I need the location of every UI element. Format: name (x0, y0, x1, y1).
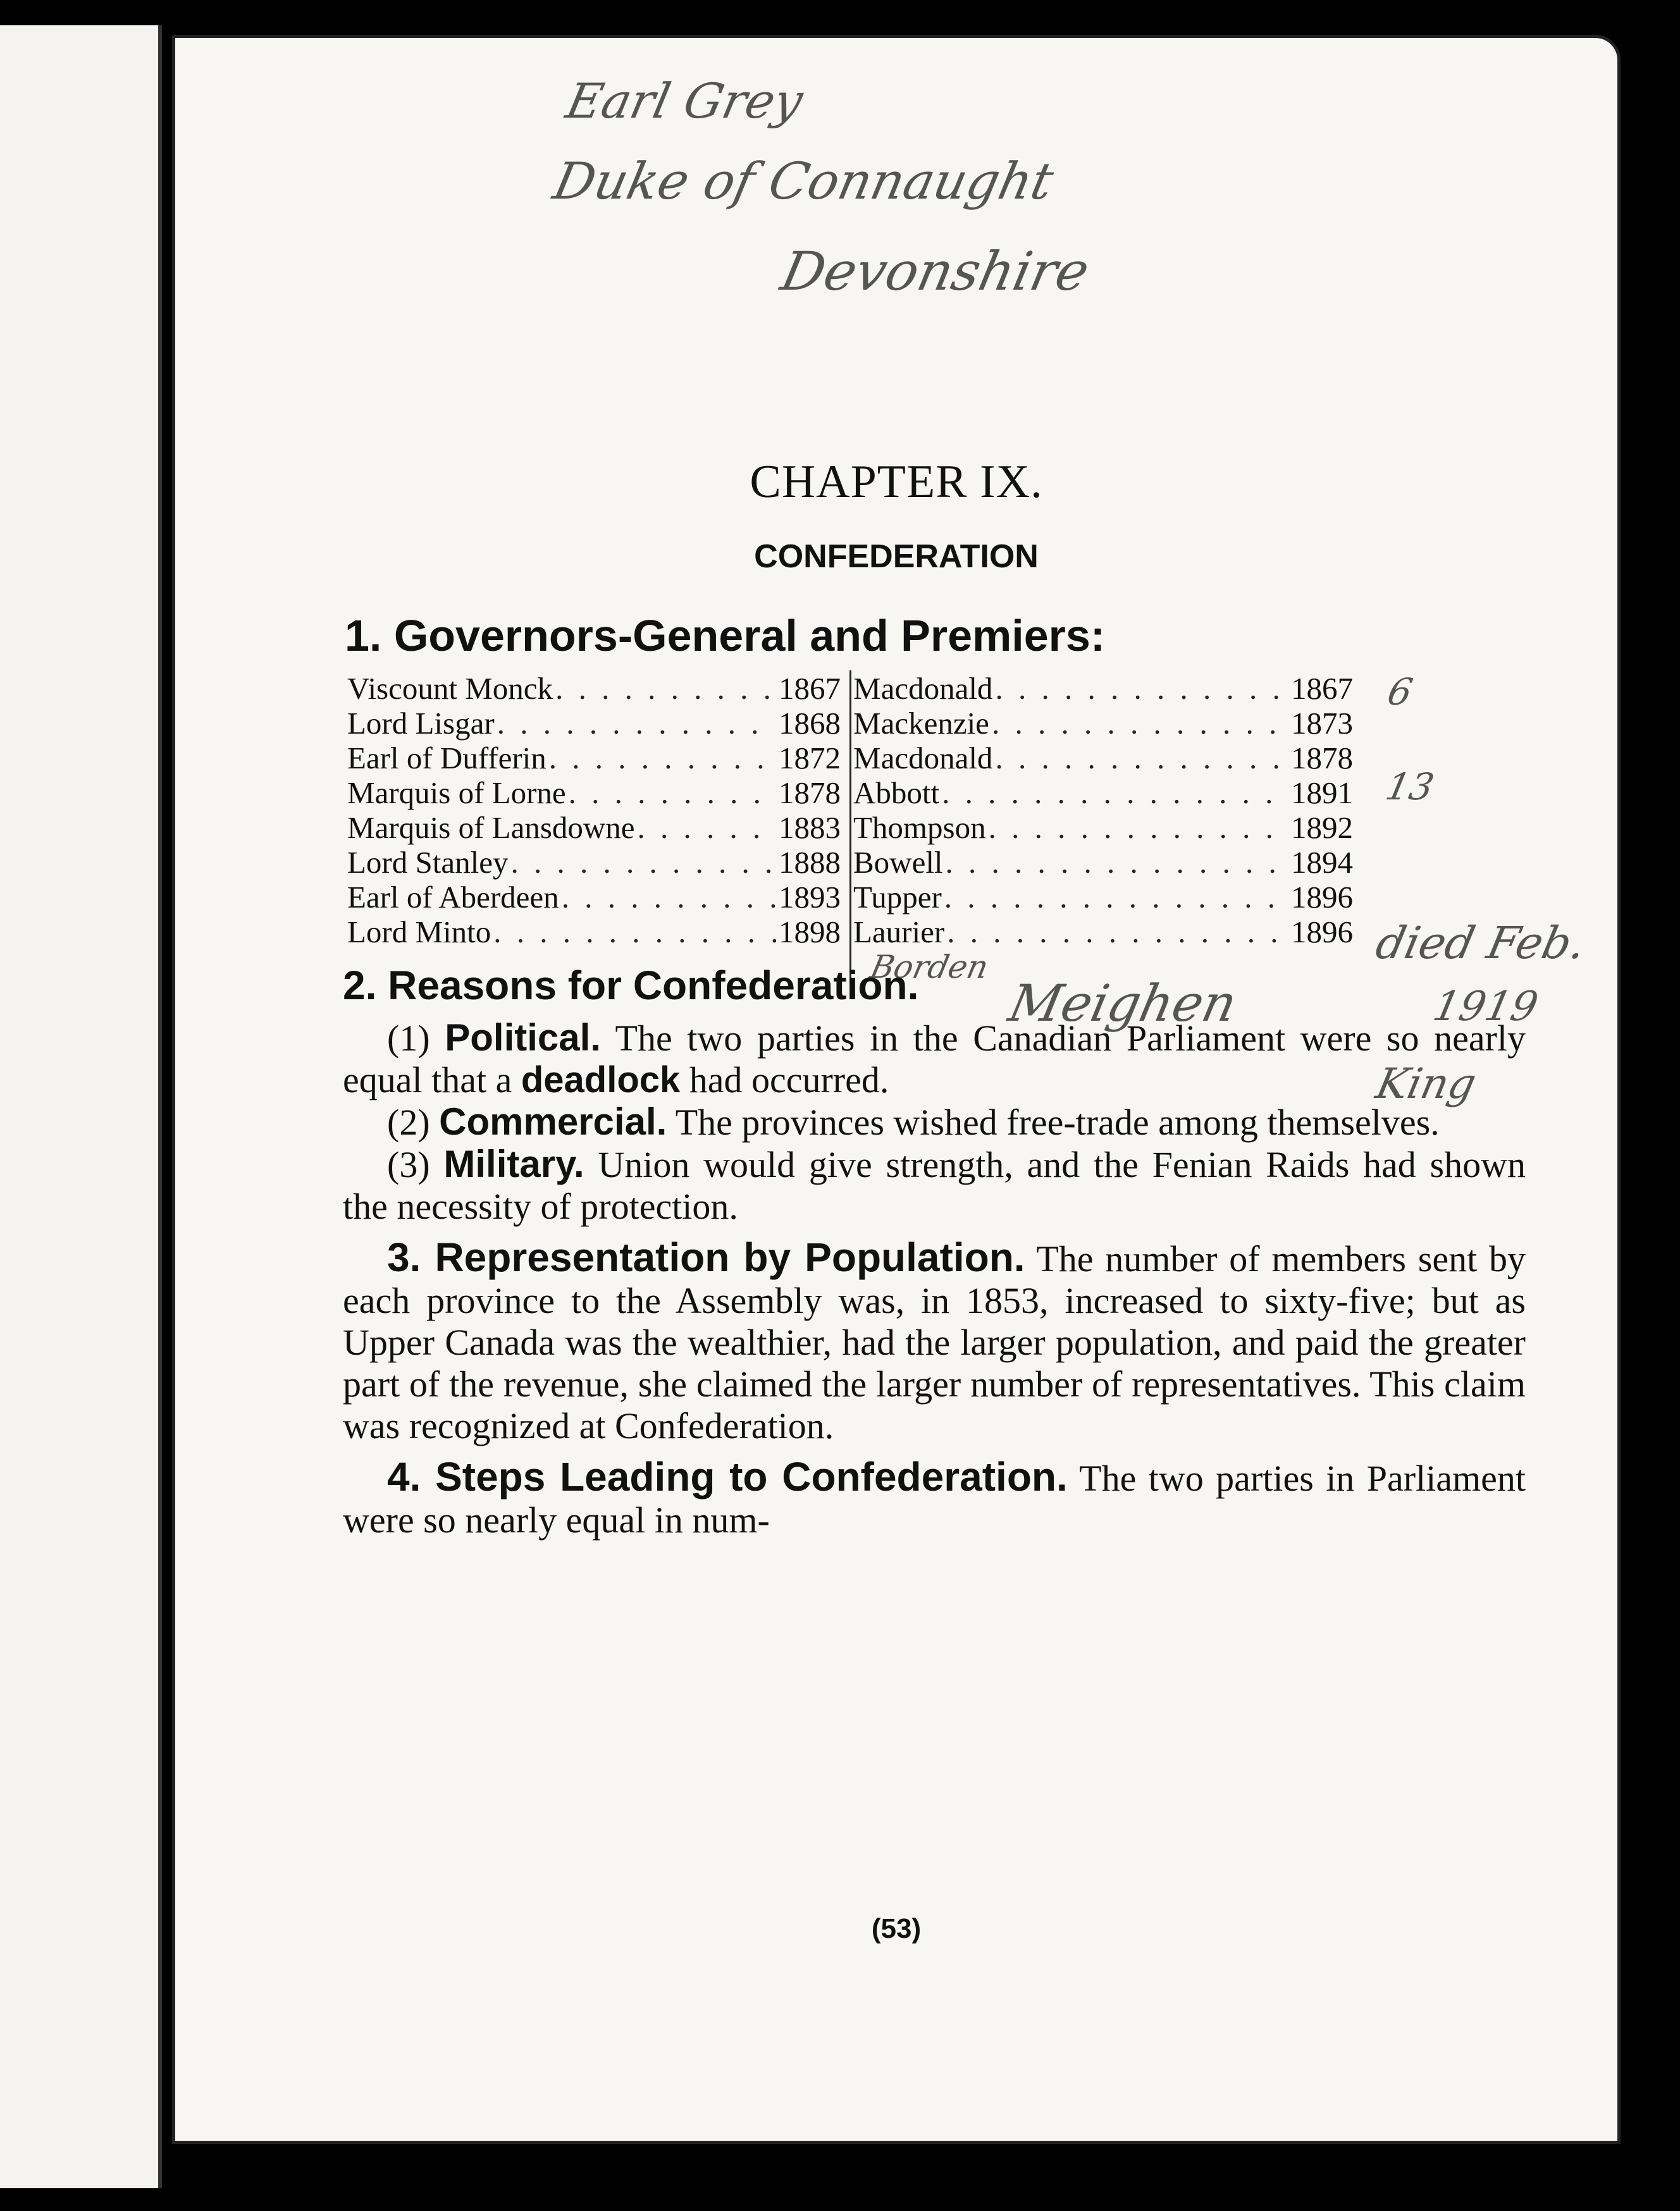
entry-name: Marquis of Lorne (347, 775, 566, 810)
handwritten-note-6: 6 (1383, 670, 1417, 713)
entry-name: Macdonald (853, 741, 993, 775)
table-row (853, 705, 1353, 740)
table-row (347, 810, 841, 844)
section-1-heading: 1. Governors-General and Premiers: (345, 611, 1106, 660)
entry-year: 1891 (1291, 775, 1353, 810)
handwritten-note-died: died Feb. (1371, 917, 1591, 969)
handwritten-note-king: King (1371, 1059, 1481, 1108)
table-row (853, 914, 1353, 949)
leader-dots (992, 705, 1288, 741)
table-row (347, 740, 841, 775)
table-row (853, 879, 1353, 914)
entry-name: Tupper (853, 880, 942, 915)
handwritten-note-devonshire: Devonshire (775, 240, 1095, 302)
leader-dots (562, 879, 776, 915)
entry-year: 1893 (779, 880, 841, 915)
leader-dots (549, 740, 776, 776)
reason-military: (3) Military. Union would give strength, and the Fenian Raids had shown the necessity of protection. (343, 1143, 1526, 1227)
entry-year: 1868 (779, 706, 841, 741)
reason-commercial: (2) Commercial. The provinces wished free-trade among themselves. (387, 1100, 1440, 1143)
table-row (853, 844, 1353, 879)
section-2 (343, 964, 1526, 1541)
entry-year: 1894 (1291, 845, 1353, 880)
handwritten-note-13: 13 (1381, 765, 1438, 808)
handwritten-note-connaught: Duke of Connaught (548, 152, 1059, 211)
reason-political: (1) Political. The two parties in the Canadian Parliament were so nearly equal that a deadlock had occurred. (343, 1016, 1526, 1100)
leader-dots (638, 810, 776, 846)
table-row (347, 879, 841, 914)
table-row (853, 670, 1353, 705)
section-3: 3. Representation by Population. The number of members sent by each province to the Assembly was, in 1853, increased to sixty-five; but as Upper Canada was the wealthier, had the larger population, and paid the greater part of the revenue, she claimed the larger number of representatives. This claim was recognized at Confederation. (343, 1235, 1526, 1446)
entry-year: 1896 (1291, 915, 1353, 949)
entry-name: Bowell (853, 845, 943, 880)
table-row (853, 810, 1353, 844)
entry-name: Viscount Monck (347, 671, 553, 706)
handwritten-note-1919: 1919 (1429, 983, 1542, 1030)
leader-dots (944, 879, 1288, 915)
table-row (347, 844, 841, 879)
section-4-heading: 4. Steps Leading to Confederation. (387, 1454, 1068, 1500)
leader-dots (942, 775, 1288, 811)
section-4: 4. Steps Leading to Confederation. The two parties in Parliament were so nearly equal in num- (343, 1454, 1526, 1541)
premiers-column (853, 670, 1353, 949)
entry-name: Earl of Aberdeen (347, 880, 559, 915)
entry-name: Laurier (853, 915, 945, 949)
governors-column (347, 670, 851, 983)
table-row (347, 914, 841, 949)
chapter-subtitle: CONFEDERATION (754, 538, 1039, 575)
leader-dots (510, 844, 776, 880)
leader-dots (555, 670, 776, 706)
entry-name: Abbott (853, 775, 940, 810)
handwritten-note-borden: Borden (867, 949, 992, 985)
leader-dots (947, 914, 1288, 950)
leader-dots (995, 740, 1288, 776)
entry-name: Thompson (853, 810, 986, 845)
entry-name: Lord Lisgar (347, 706, 495, 741)
leader-dots (989, 810, 1288, 846)
section-2-heading: 2. Reasons for Confederation. (343, 963, 919, 1008)
entry-year: 1872 (779, 741, 841, 775)
entry-name: Earl of Dufferin (347, 741, 547, 775)
section-3-heading: 3. Representation by Population. (387, 1235, 1025, 1280)
table-row (347, 775, 841, 810)
handwritten-note-earl-grey: Earl Grey (561, 73, 808, 129)
page-number: (53) (871, 1913, 922, 1944)
book-page (172, 35, 1621, 2144)
entry-year: 1867 (1291, 671, 1353, 706)
entry-year: 1878 (779, 775, 841, 810)
leader-dots (995, 670, 1288, 706)
entry-year: 1878 (1291, 741, 1353, 775)
entry-name: Macdonald (853, 671, 993, 706)
leader-dots (946, 844, 1288, 880)
entry-name: Mackenzie (853, 706, 989, 741)
entry-year: 1888 (779, 845, 841, 880)
left-page-edge (0, 25, 162, 2188)
entry-name: Lord Stanley (347, 845, 509, 880)
chapter-title: CHAPTER IX. (750, 456, 1043, 508)
handwritten-note-meighen: Meighen (1004, 974, 1242, 1033)
entry-year: 1873 (1291, 706, 1353, 741)
entry-name: Lord Minto (347, 915, 491, 949)
leader-dots (497, 705, 776, 741)
leader-dots (493, 914, 776, 950)
table-row (853, 740, 1353, 775)
entry-year: 1898 (779, 915, 841, 949)
leader-dots (569, 775, 776, 811)
entry-year: 1892 (1291, 810, 1353, 845)
entry-year: 1867 (779, 671, 841, 706)
table-row (853, 775, 1353, 810)
entry-name: Marquis of Lansdowne (347, 810, 635, 845)
entry-year: 1883 (779, 810, 841, 845)
table-row (347, 705, 841, 740)
entry-year: 1896 (1291, 880, 1353, 915)
table-row (347, 670, 841, 705)
